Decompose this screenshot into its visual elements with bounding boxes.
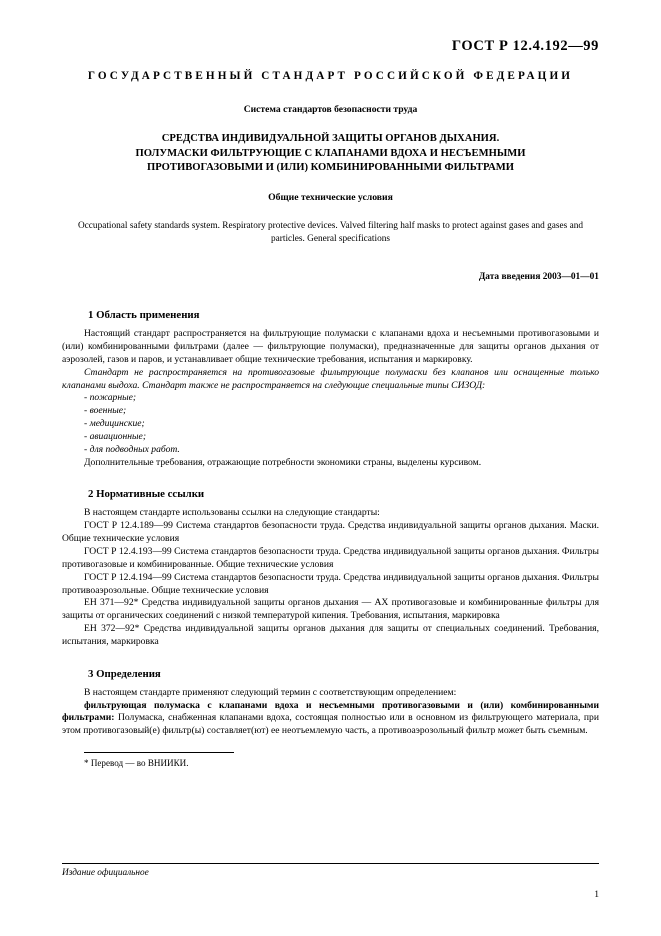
- main-title-line-1: СРЕДСТВА ИНДИВИДУАЛЬНОЙ ЗАЩИТЫ ОРГАНОВ ДЫХАНИЯ.: [161, 133, 500, 144]
- section-3-definition: [62, 700, 599, 739]
- footer-rule: [62, 863, 599, 864]
- section-1-paragraph-2: Стандарт не распространяется на противогазовые фильтрующие полумаски без клапанов или оснащенные только клапанами выдоха. Стандарт также не распространяется на следующие специальные типы СИЗОД:: [62, 366, 599, 391]
- section-3-definition-text: фильтрующая полумаска с клапанами вдоха и несъемными противогазовыми и (или) комбинированными фильтрами: Полумаска, снабженная клапанами вдоха, состоящая полностью или в основном из фильтрующего материала, при этом противогазовый(е) фильтр(ы) составляет(ют) ее неотъемлемую часть, а противоаэрозольный фильтр может быть съемным.: [62, 699, 599, 737]
- subtitle: Общие технические условия: [268, 191, 393, 203]
- english-abstract: Occupational safety standards system. Respiratory protective devices. Valved filtering half masks to protect against gases and gases and particles. General specifications: [77, 220, 584, 245]
- introduction-date: Дата введения 2003—01—01: [478, 272, 599, 283]
- section-1-paragraph-3: Дополнительные требования, отражающие потребности экономики страны, выделены курсивом.: [84, 456, 482, 468]
- section-2-reference-3: ГОСТ Р 12.4.194—99 Система стандартов безопасности труда. Средства индивидуальной защиты органов дыхания. Фильтры противоаэрозольные. Общие технические условия: [62, 571, 599, 596]
- section-2-paragraph-1: В настоящем стандарте использованы ссылки на следующие стандарты:: [84, 507, 380, 519]
- section-1-list-item-3: - медицинские;: [84, 418, 145, 430]
- section-heading-2: 2 Нормативные ссылки: [88, 488, 205, 501]
- standard-banner: ГОСУДАРСТВЕННЫЙ СТАНДАРТ РОССИЙСКОЙ ФЕДЕРАЦИИ: [87, 70, 574, 82]
- edition-note: Издание официальное: [62, 868, 149, 878]
- footnote: * Перевод — во ВНИИКИ.: [84, 758, 189, 769]
- page-content: [62, 38, 599, 768]
- footnote-separator: [84, 752, 234, 753]
- main-title-line-2: ПОЛУМАСКИ ФИЛЬТРУЮЩИЕ С КЛАПАНАМИ ВДОХА И НЕСЪЕМНЫМИ: [135, 147, 526, 159]
- main-title-line-3: ПРОТИВОГАЗОВЫМИ И (ИЛИ) КОМБИНИРОВАННЫМИ ФИЛЬТРАМИ: [147, 162, 514, 174]
- section-heading-3: 3 Определения: [88, 667, 161, 680]
- document-number: ГОСТ Р 12.4.192—99: [451, 38, 599, 54]
- system-line: Система стандартов безопасности труда: [243, 104, 418, 115]
- main-title: [62, 132, 599, 176]
- page-footer: [62, 863, 599, 900]
- section-2-reference-5: ЕН 372—92* Средства индивидуальной защиты органов дыхания для защиты от специальных соединений. Требования, испытания, маркировка: [62, 623, 599, 647]
- section-2-reference-4: ЕН 371—92* Средства индивидуальной защиты органов дыхания — АХ противогазовые и комбинированные фильтры для защиты от органических соединений с низкой температурой кипения. Требования, испытания, маркировка: [62, 597, 599, 622]
- section-1-list-item-4: - авиационные;: [84, 430, 147, 442]
- section-1-list-item-2: - военные;: [84, 405, 127, 417]
- section-1-list-item-1: - пожарные;: [84, 392, 137, 404]
- section-1-list-item-5: - для подводных работ.: [84, 443, 180, 455]
- page-number: 1: [594, 889, 599, 900]
- section-3-paragraph-1: В настоящем стандарте применяют следующий термин с соответствующим определением:: [84, 686, 457, 698]
- section-2-reference-2: ГОСТ Р 12.4.193—99 Система стандартов безопасности труда. Средства индивидуальной защиты органов дыхания. Фильтры противогазовые и комбинированные. Общие технические условия: [62, 546, 599, 570]
- section-heading-1: 1 Область применения: [88, 309, 200, 322]
- section-1-paragraph-1: Настоящий стандарт распространяется на фильтрующие полумаски с клапанами вдоха и несъемными противогазовыми и (или) комбинированными фильтрами (далее — фильтрующие полумаски), предназначенные для защиты органов дыхания от аэрозолей, газов и паров, и устанавливает общие технические требования, испытания и маркировку.: [62, 328, 599, 365]
- section-2-reference-1: ГОСТ Р 12.4.189—99 Система стандартов безопасности труда. Средства индивидуальной защиты органов дыхания. Маски. Общие технические условия: [62, 520, 599, 545]
